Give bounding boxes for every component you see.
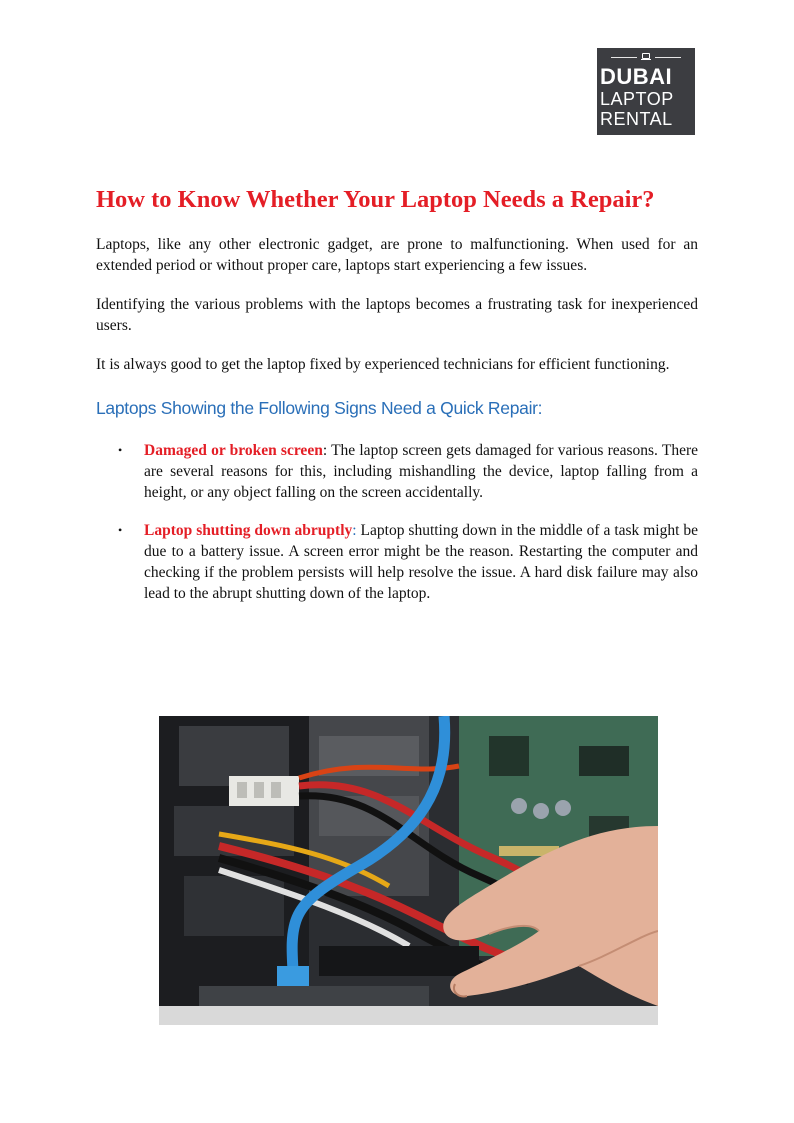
list-item xyxy=(96,520,698,604)
intro-paragraph: Laptops, like any other electronic gadget, are prone to malfunctioning. When used for an extended period or without proper care, laptops start experiencing a few issues. xyxy=(96,236,698,274)
bullet-icon: • xyxy=(118,523,123,537)
technicians-paragraph: It is always good to get the laptop fixed by experienced technicians for efficient functioning. xyxy=(96,356,670,373)
logo-header xyxy=(597,52,695,62)
signs-list xyxy=(96,440,698,604)
logo-word-dubai: DUBAI xyxy=(600,64,673,89)
logo-rule-right xyxy=(655,57,681,58)
list-item-term: Laptop shutting down abruptly xyxy=(144,522,353,539)
laptop-icon xyxy=(641,53,651,61)
article-body xyxy=(96,184,698,604)
list-item-text: The laptop screen gets damaged for various reasons. There are several reasons for this, including mishandling the device, laptop falling from a height, or any object falling on the screen accidentally. xyxy=(144,442,699,501)
list-item xyxy=(96,440,698,503)
list-item-term: Damaged or broken screen xyxy=(144,442,323,459)
logo-rule-left xyxy=(611,57,637,58)
list-item-colon: : xyxy=(352,522,357,539)
list-item-colon: : xyxy=(322,442,328,459)
computer-internals-illustration xyxy=(159,716,658,1025)
problems-paragraph: Identifying the various problems with the laptops becomes a frustrating task for inexperienced users. xyxy=(96,296,698,334)
bullet-icon: • xyxy=(118,443,123,457)
brand-logo xyxy=(597,48,695,135)
list-item-text: Laptop shutting down in the middle of a task might be due to a battery issue. A screen error might be the reason. Restarting the computer and checking if the problem persists will help resolve the issue. A hard disk failure may also lead to the abrupt shutting down of the laptop. xyxy=(144,522,698,602)
logo-word-rental: RENTAL xyxy=(600,109,673,129)
page-title: How to Know Whether Your Laptop Needs a Repair? xyxy=(96,186,655,213)
repair-photo xyxy=(159,716,658,1025)
logo-word-laptop: LAPTOP xyxy=(600,89,674,109)
section-heading: Laptops Showing the Following Signs Need a Quick Repair: xyxy=(96,398,543,418)
